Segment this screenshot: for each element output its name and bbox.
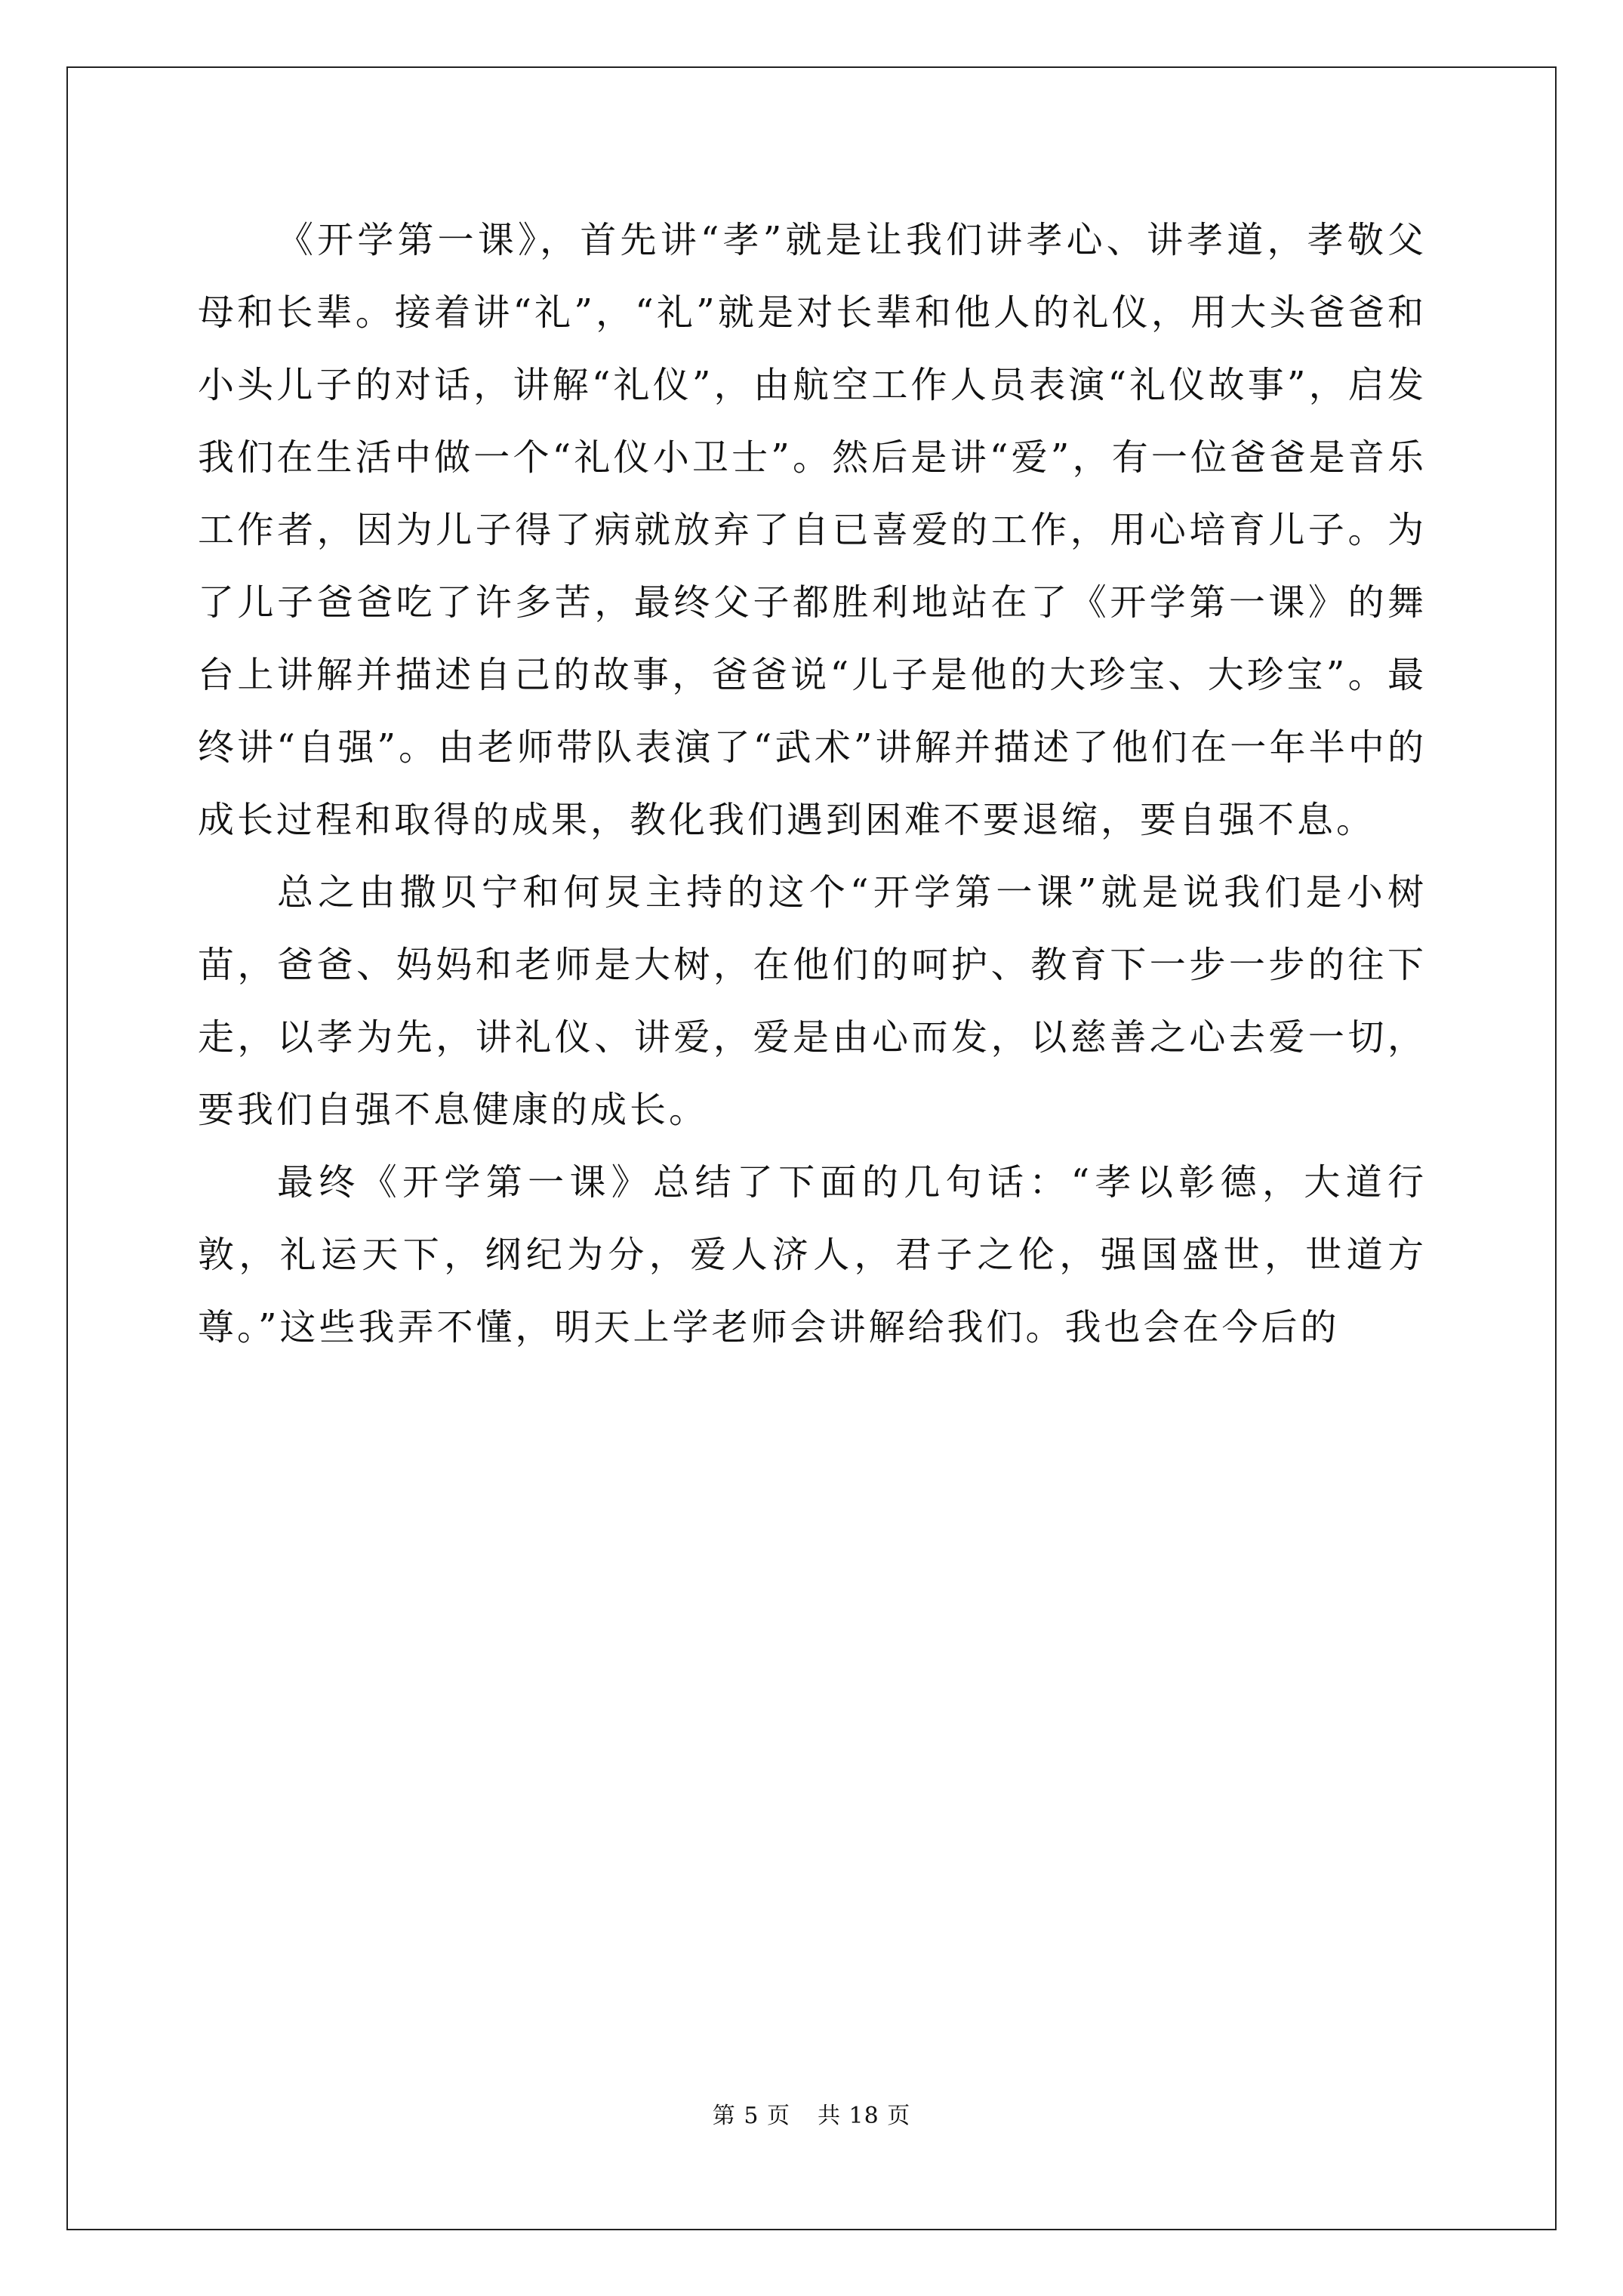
- page-total: 共 18 页: [817, 2103, 911, 2129]
- document-body: [198, 204, 1427, 1364]
- page-number: 第 5 页: [712, 2103, 790, 2129]
- paragraph: 总之由撒贝宁和何炅主持的这个“开学第一课”就是说我们是小树苗，爸爸、妈妈和老师是大树，在他们的呵护、教育下一步一步的往下走，以孝为先，讲礼仪、讲爱，爱是由心而发，以慈善之心去爱一切，要我们自强不息健康的成长。: [198, 871, 1427, 1131]
- paragraph: 最终《开学第一课》总结了下面的几句话：“孝以彰德，大道行敦，礼运天下，纲纪为分，爱人济人，君子之伦，强国盛世，世道方尊。”这些我弄不懂，明天上学老师会讲解给我们。我也会在今后的: [198, 1161, 1427, 1348]
- page-footer: [0, 2101, 1623, 2131]
- paragraph: 《开学第一课》，首先讲“孝”就是让我们讲孝心、讲孝道，孝敬父母和长辈。接着讲“礼”，“礼”就是对长辈和他人的礼仪，用大头爸爸和小头儿子的对话，讲解“礼仪”，由航空工作人员表演“礼仪故事”，启发我们在生活中做一个“礼仪小卫士”。然后是讲“爱”，有一位爸爸是音乐工作者，因为儿子得了病就放弃了自已喜爱的工作，用心培育儿子。为了儿子爸爸吃了许多苦，最终父子都胜利地站在了《开学第一课》的舞台上讲解并描述自己的故事，爸爸说“儿子是他的大珍宝、大珍宝”。最终讲“自强”。由老师带队表演了“武术”讲解并描述了他们在一年半中的成长过程和取得的成果，教化我们遇到困难不要退缩，要自强不息。: [198, 219, 1427, 841]
